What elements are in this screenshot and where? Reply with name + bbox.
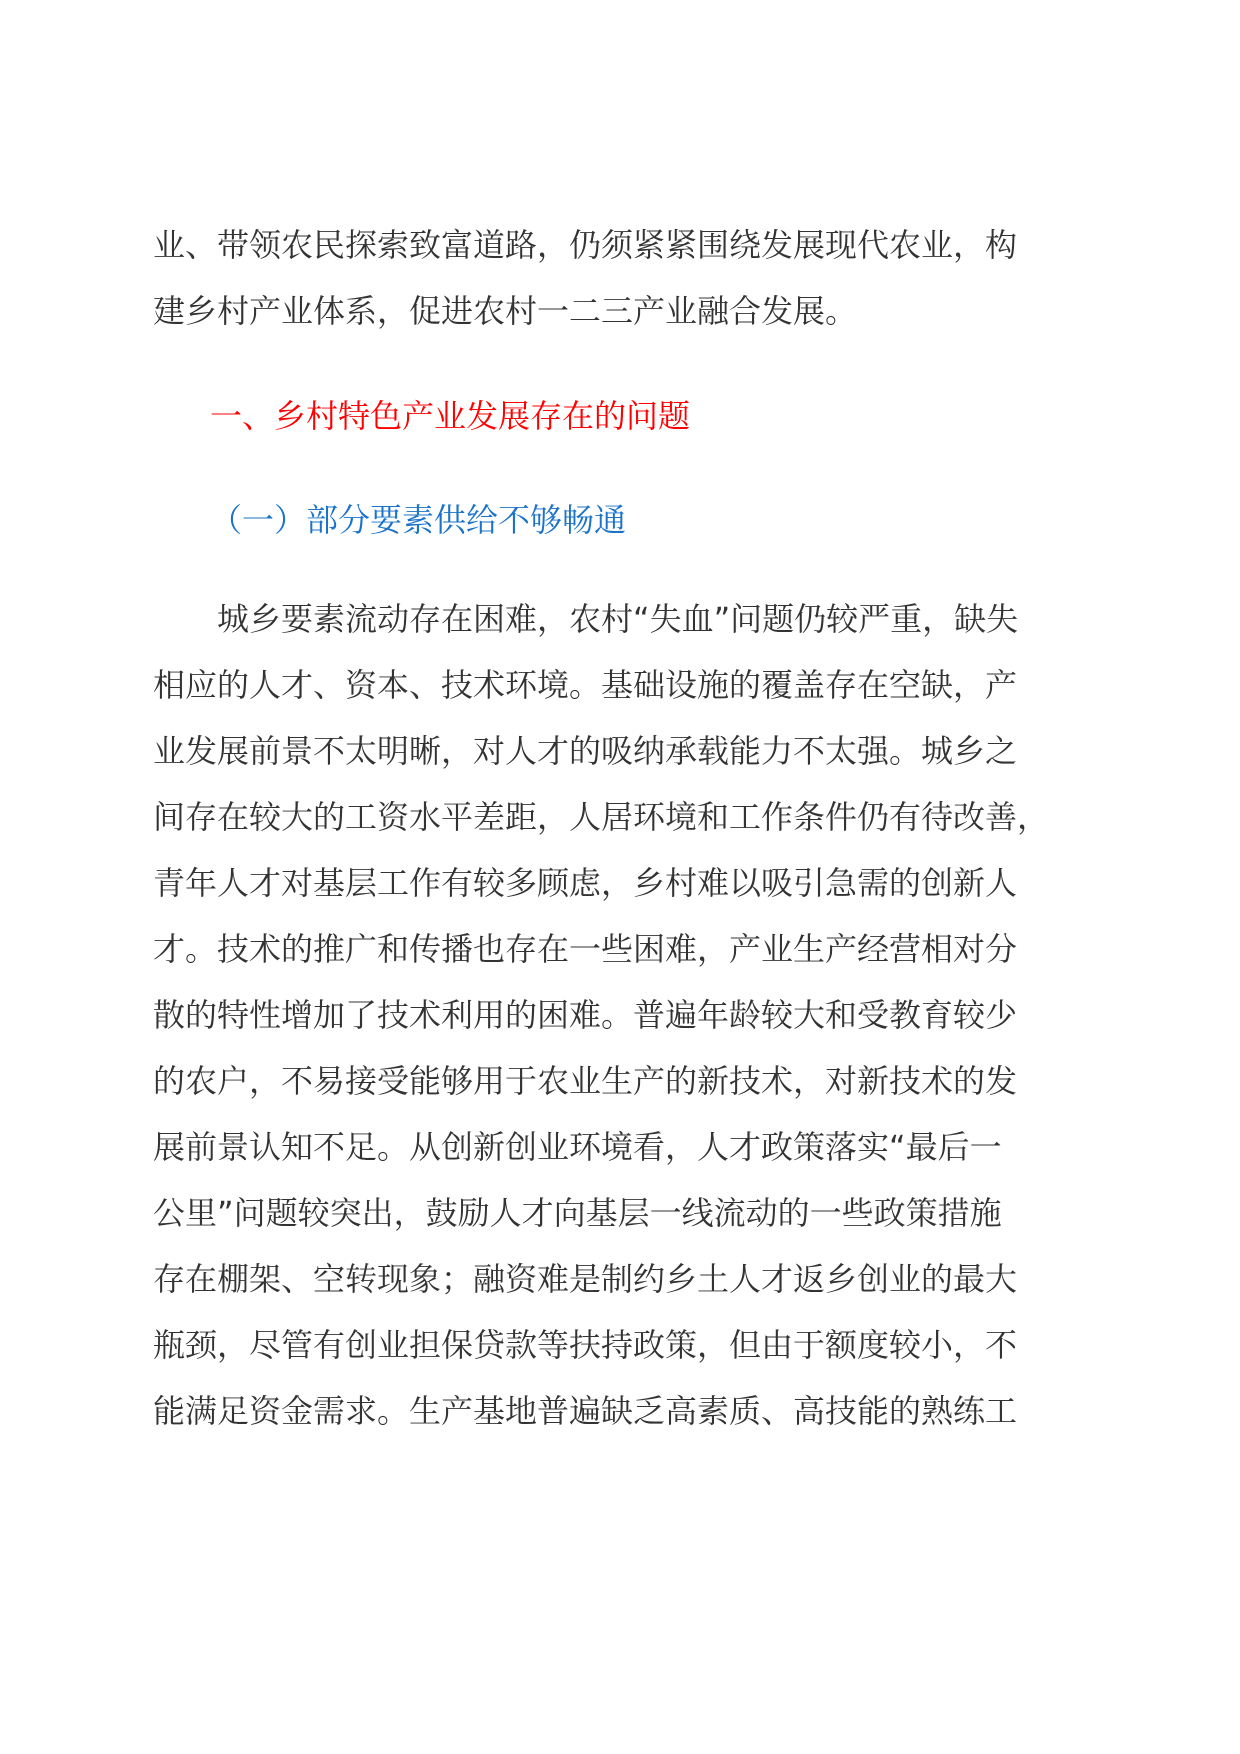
- section-heading: 一、乡村特色产业发展存在的问题: [210, 397, 691, 435]
- body-paragraph: [153, 586, 1093, 1444]
- text-line: 间存在较大的工资水平差距，人居环境和工作条件仍有待改善，: [153, 798, 1050, 836]
- text-line: 存在棚架、空转现象；融资难是制约乡土人才返乡创业的最大: [153, 1260, 1018, 1298]
- text-line: 城乡要素流动存在困难，农村“失血”问题仍较严重，缺失: [153, 600, 1019, 638]
- text-line: 散的特性增加了技术利用的困难。普遍年龄较大和受教育较少: [153, 996, 1018, 1034]
- text-line: 才。技术的推广和传播也存在一些困难，产业生产经营相对分: [153, 930, 1018, 968]
- text-line: 能满足资金需求。生产基地普遍缺乏高素质、高技能的熟练工: [153, 1392, 1018, 1430]
- text-line: 的农户，不易接受能够用于农业生产的新技术，对新技术的发: [153, 1062, 1018, 1100]
- intro-paragraph: [153, 212, 1093, 344]
- text-line: 建乡村产业体系，促进农村一二三产业融合发展。: [153, 292, 858, 330]
- text-line: 展前景认知不足。从创新创业环境看，人才政策落实“最后一: [153, 1128, 1002, 1166]
- text-line: 相应的人才、资本、技术环境。基础设施的覆盖存在空缺，产: [153, 666, 1018, 704]
- text-line: 青年人才对基层工作有较多顾虑，乡村难以吸引急需的创新人: [153, 864, 1018, 902]
- text-line: 业发展前景不太明晰，对人才的吸纳承载能力不太强。城乡之: [153, 732, 1018, 770]
- subsection-heading: （一）部分要素供给不够畅通: [210, 501, 627, 539]
- text-line: 瓶颈，尽管有创业担保贷款等扶持政策，但由于额度较小，不: [153, 1326, 1018, 1364]
- text-line: 公里”问题较突出，鼓励人才向基层一线流动的一些政策措施: [153, 1194, 1002, 1232]
- text-line: 业、带领农民探索致富道路，仍须紧紧围绕发展现代农业，构: [153, 226, 1018, 264]
